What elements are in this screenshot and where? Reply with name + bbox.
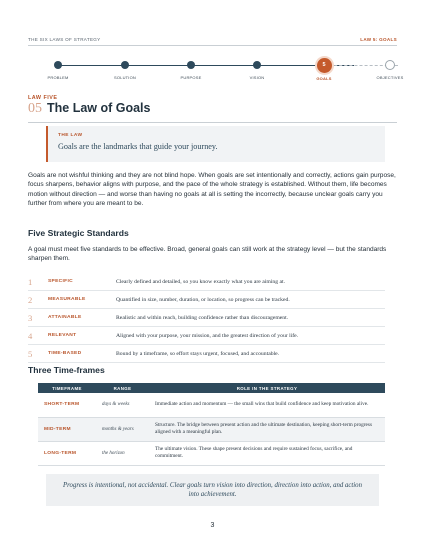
- list-item: [28, 327, 385, 345]
- table-header-row: [38, 383, 385, 393]
- timeframes-heading: Three Time-frames: [28, 365, 105, 375]
- timeframe-role: The ultimate vision. These shape present decisions and require sustained focus, sacrifice, and commitment.: [149, 441, 385, 465]
- list-item: [28, 345, 385, 363]
- callout-text: Goals are the landmarks that guide your journey.: [58, 142, 218, 151]
- callout-label: THE LAW: [58, 133, 83, 138]
- step-label: PROBLEM: [47, 75, 69, 80]
- law-callout: [46, 126, 385, 162]
- timeframe-name: SHORT-TERM: [38, 393, 96, 417]
- standard-desc: Quantified in size, number, duration, or location, so progress can be tracked.: [116, 296, 290, 303]
- standard-name: SPECIFIC: [48, 279, 73, 284]
- standard-number: 1: [28, 276, 33, 287]
- timeframe-name: MID-TERM: [38, 417, 96, 441]
- standards-intro: A goal must meet five standards to be effective. Broad, general goals can still work at the strategy level — but the standards sharpen them.: [28, 246, 387, 263]
- header-rule: [28, 45, 397, 46]
- law-number: 05: [28, 101, 42, 116]
- standard-name: MEASURABLE: [48, 297, 86, 302]
- list-item: [28, 309, 385, 327]
- page-title: [28, 101, 151, 119]
- list-item: [28, 291, 385, 309]
- step-dot-current: 5: [317, 58, 332, 73]
- timeframe-name: LONG-TERM: [38, 441, 96, 465]
- running-header: [28, 34, 397, 44]
- standard-name: TIME-BASED: [48, 351, 82, 356]
- progress-stepper: [28, 54, 404, 90]
- standard-name: ATTAINABLE: [48, 315, 82, 320]
- book-title: THE SIX LAWS OF STRATEGY: [28, 36, 101, 42]
- title-rule: [28, 122, 397, 123]
- standard-desc: Clearly defined and detailed, so you know exactly what you are aiming at.: [116, 278, 285, 285]
- chapter-label: LAW 5: GOALS: [360, 36, 397, 42]
- step-objectives: [360, 54, 420, 80]
- timeframe-range: the horizon: [96, 441, 149, 465]
- standard-name: RELEVANT: [48, 333, 77, 338]
- step-solution: [95, 54, 155, 80]
- list-item: [28, 273, 385, 291]
- column-header: TIMEFRAME: [38, 383, 96, 393]
- step-goals: [294, 54, 354, 81]
- step-label: SOLUTION: [113, 75, 137, 80]
- step-label: GOALS: [316, 75, 332, 81]
- table-row: [38, 417, 385, 441]
- standard-desc: Bound by a timeframe, so effort stays urgent, focused, and accountable.: [116, 350, 280, 357]
- timeframe-role: Immediate action and momentum — the small wins that build confidence and keep motivation alive.: [149, 393, 385, 417]
- timeframe-range: months & years: [96, 417, 149, 441]
- page-number: 3: [210, 522, 215, 529]
- step-dot: [253, 61, 261, 69]
- column-header: RANGE: [96, 383, 149, 393]
- step-label: PURPOSE: [180, 75, 202, 80]
- column-header: ROLE IN THE STRATEGY: [149, 383, 385, 393]
- table-row: [38, 393, 385, 417]
- intro-paragraph: Goals are not wishful thinking and they are not blind hope. When goals are set intentionally and correctly, actions gain purpose, focus sharpens, behavior aligns with purpose, and the pace of the whole strategy is established. Without them, life becomes motion without direction — and worse than having no goals at all is setting the incorrectly, because unclear goals carry you further from where you are meant to be.: [28, 172, 396, 208]
- step-vision: [227, 54, 287, 80]
- closing-banner: [46, 474, 379, 506]
- timeframe-range: days & weeks: [96, 393, 149, 417]
- closing-text: Progress is intentional, not accidental. Clear goals turn vision into direction, direction into action, and action into achievement.: [63, 481, 362, 498]
- standard-desc: Realistic and within reach, building confidence rather than discouragement.: [116, 314, 289, 321]
- step-dot-future: [385, 60, 395, 70]
- step-label: OBJECTIVES: [376, 75, 404, 80]
- step-dot: [54, 61, 62, 69]
- step-problem: [28, 54, 88, 80]
- timeframes-table: [38, 383, 385, 466]
- standard-number: 3: [28, 312, 33, 323]
- standard-number: 5: [28, 348, 33, 359]
- table-row: [38, 441, 385, 465]
- step-purpose: [161, 54, 221, 80]
- step-label: VISION: [249, 75, 265, 80]
- law-kicker: LAW FIVE: [28, 95, 58, 101]
- timeframe-role: Structure. The bridge between present action and the ultimate destination, keeping short-term progress aligned with a meaningful plan.: [149, 417, 385, 441]
- standard-number: 4: [28, 330, 33, 341]
- step-dot: [121, 61, 129, 69]
- standard-number: 2: [28, 294, 33, 305]
- step-dot: [187, 61, 195, 69]
- law-title: The Law of Goals: [47, 101, 151, 115]
- standards-list: [28, 273, 385, 363]
- standard-desc: Aligned with your purpose, your mission, and the greatest direction of your life.: [116, 332, 299, 339]
- standards-heading: Five Strategic Standards: [28, 228, 129, 238]
